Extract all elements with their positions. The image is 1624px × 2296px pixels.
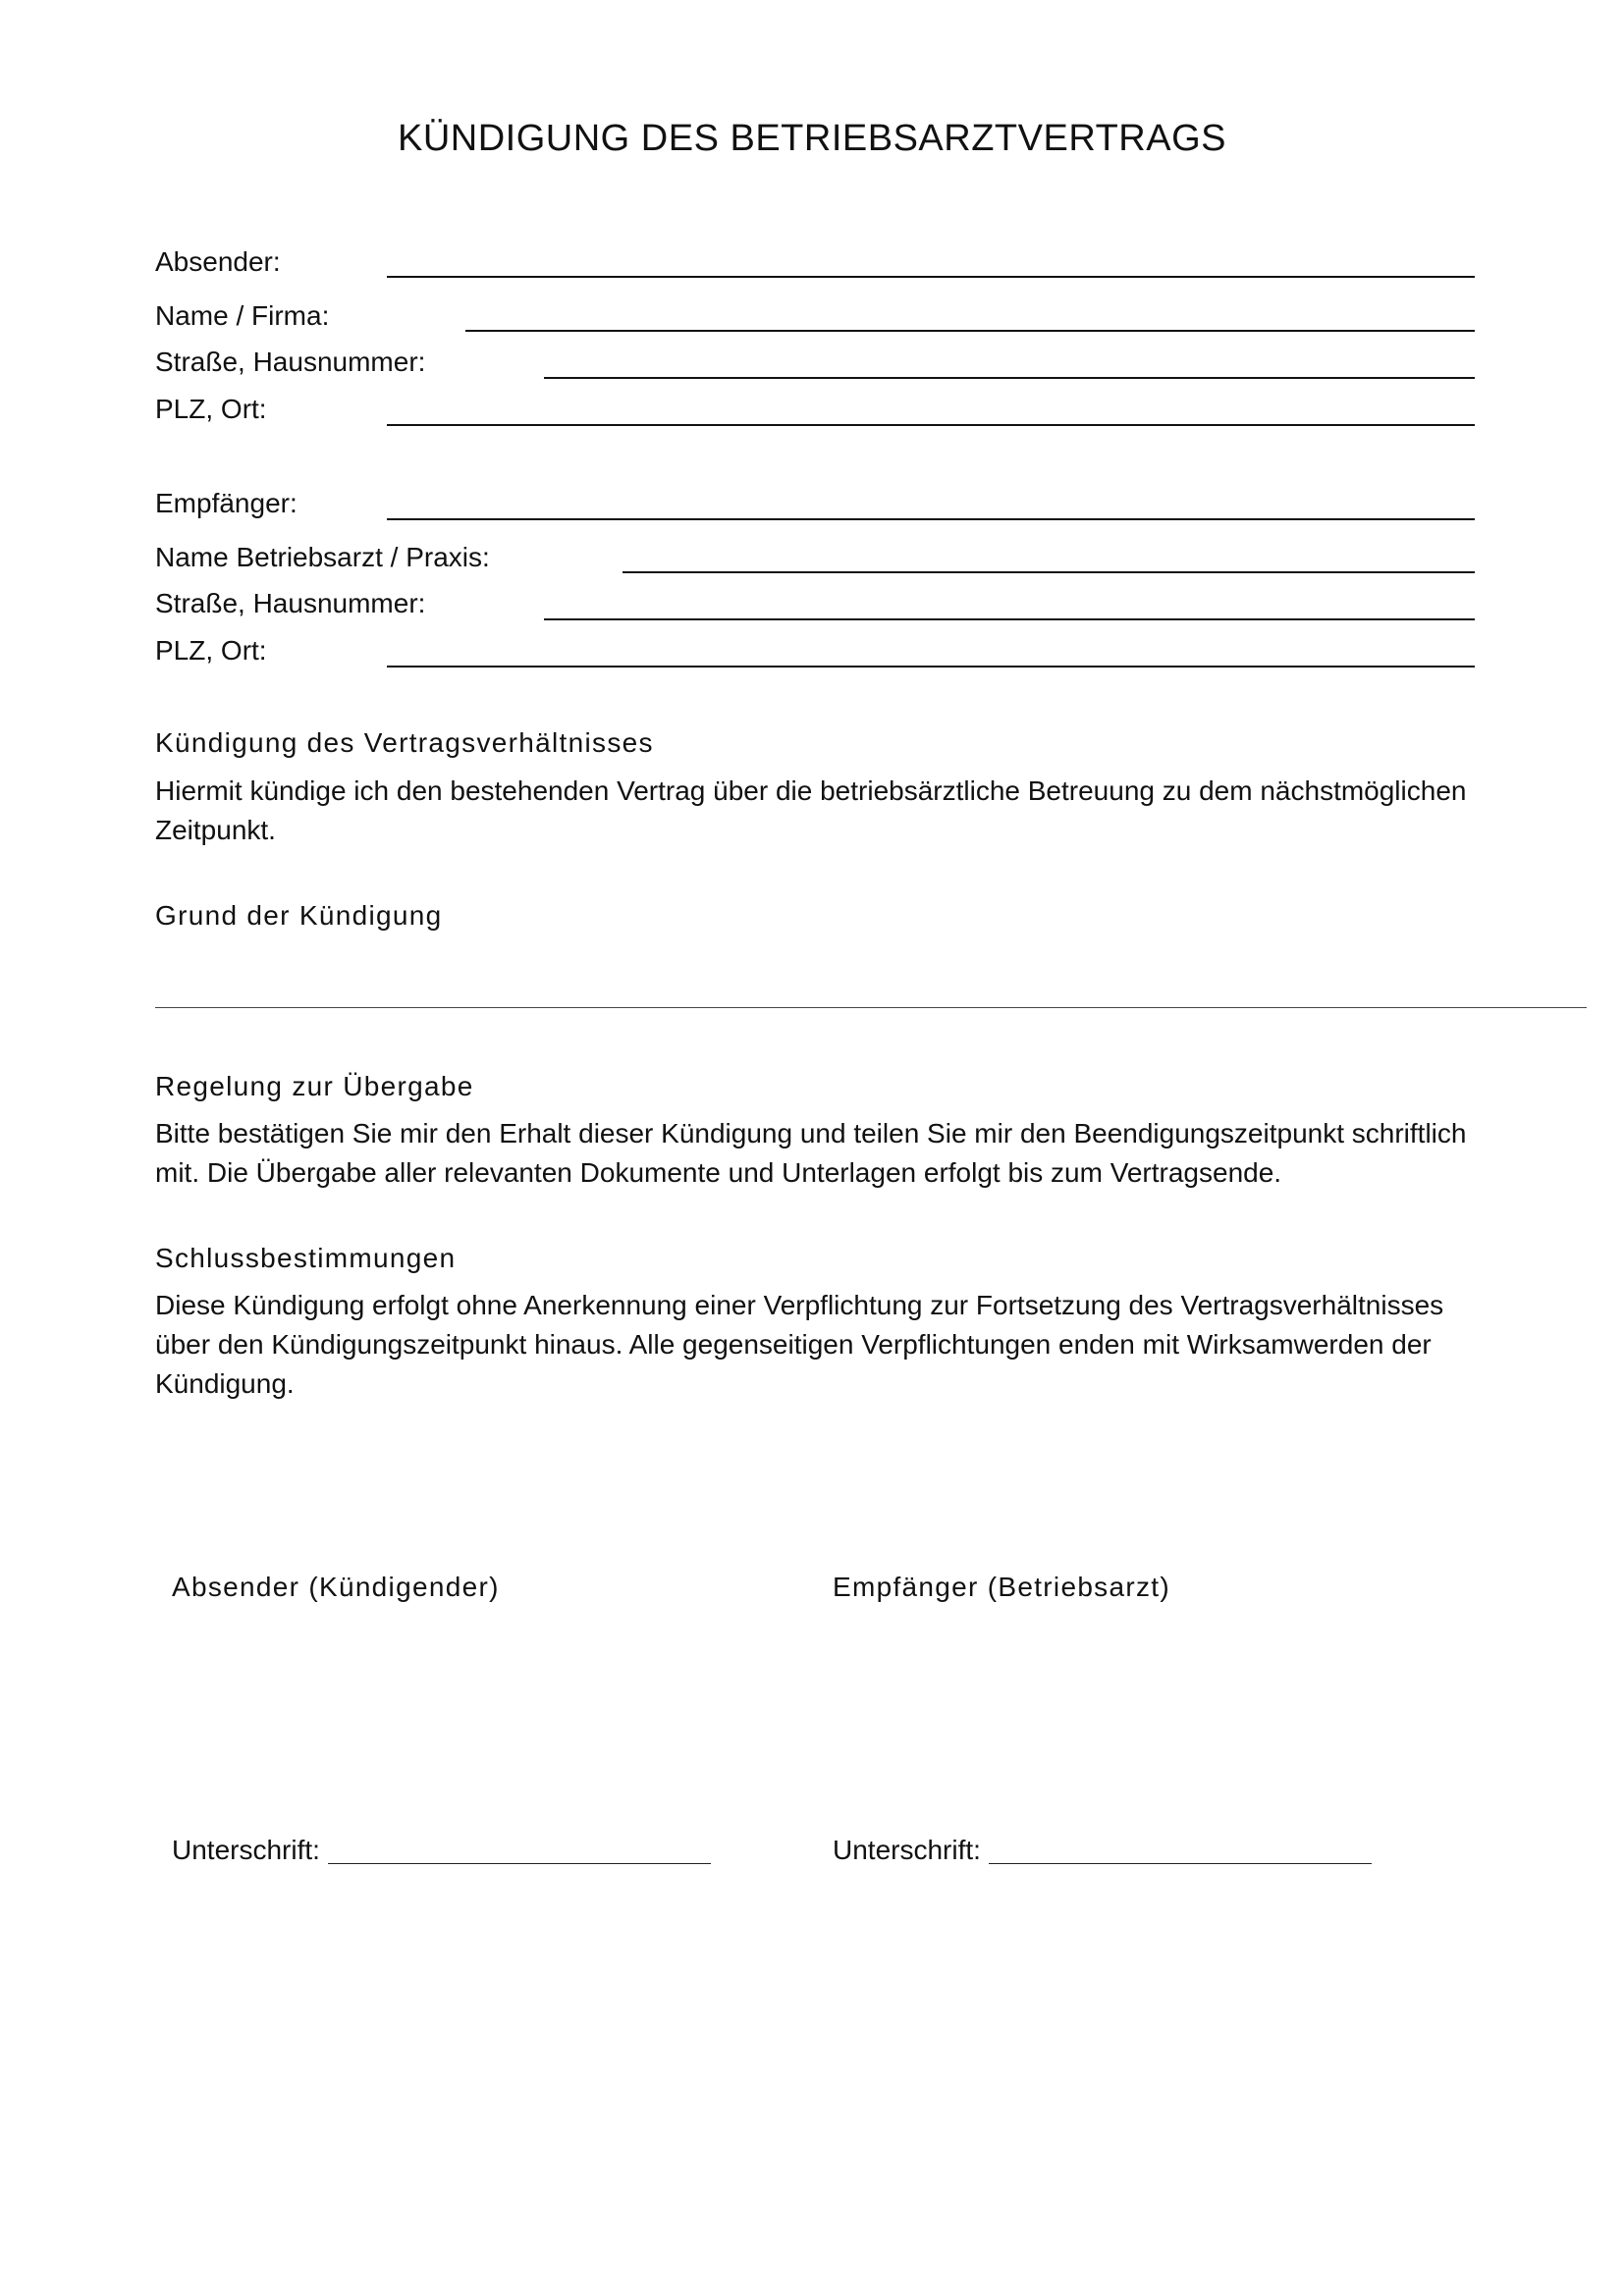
sender-city-field <box>155 393 1475 432</box>
signature-left-label: Absender (Kündigender) <box>172 1572 500 1602</box>
handover-line: mit. Die Übergabe aller relevanten Dokumente und Unterlagen erfolgt bis zum Vertragsende. <box>155 1157 1282 1188</box>
signature-right-line[interactable] <box>989 1863 1372 1864</box>
recipient-street-line[interactable] <box>544 618 1475 620</box>
handover-heading: Regelung zur Übergabe <box>155 1071 474 1101</box>
termination-line: Zeitpunkt. <box>155 815 276 845</box>
sender-name-field <box>155 299 1475 339</box>
final-paragraph <box>155 1286 1490 1404</box>
recipient-name-label: Name Betriebsarzt / Praxis: <box>155 542 490 572</box>
document-title: KÜNDIGUNG DES BETRIEBSARZTVERTRAGS <box>398 118 1226 159</box>
handover-paragraph <box>155 1114 1490 1193</box>
final-line: über den Kündigungszeitpunkt hinaus. Alle gegenseitigen Verpflichtungen enden mit Wirksamwerden der <box>155 1329 1432 1360</box>
recipient-name-field <box>155 541 1475 580</box>
sender-city-line[interactable] <box>387 424 1475 426</box>
handover-line: Bitte bestätigen Sie mir den Erhalt dieser Kündigung und teilen Sie mir den Beendigungszeitpunkt schriftlich <box>155 1118 1467 1148</box>
sender-street-line[interactable] <box>544 377 1475 379</box>
termination-line: Hiermit kündige ich den bestehenden Vertrag über die betriebsärztliche Betreuung zu dem nächstmöglichen <box>155 775 1467 806</box>
final-line: Kündigung. <box>155 1368 295 1399</box>
sender-heading-label: Absender: <box>155 246 281 277</box>
recipient-city-line[interactable] <box>387 666 1475 667</box>
signature-left-line[interactable] <box>328 1863 711 1864</box>
final-line: Diese Kündigung erfolgt ohne Anerkennung einer Verpflichtung zur Fortsetzung des Vertragsverhältnisses <box>155 1290 1444 1320</box>
sender-street-label: Straße, Hausnummer: <box>155 347 426 377</box>
recipient-heading-label: Empfänger: <box>155 488 298 518</box>
signature-left-caption: Unterschrift: <box>172 1835 320 1865</box>
sender-city-label: PLZ, Ort: <box>155 394 267 424</box>
recipient-city-label: PLZ, Ort: <box>155 635 267 666</box>
sender-heading-field <box>155 245 1475 285</box>
recipient-name-line[interactable] <box>623 571 1475 573</box>
recipient-street-label: Straße, Hausnummer: <box>155 588 426 618</box>
recipient-street-field <box>155 587 1475 626</box>
reason-input-line[interactable] <box>155 1007 1587 1008</box>
recipient-heading-field <box>155 487 1475 526</box>
final-heading: Schlussbestimmungen <box>155 1243 457 1273</box>
reason-heading: Grund der Kündigung <box>155 900 443 931</box>
recipient-heading-line[interactable] <box>387 518 1475 520</box>
sender-heading-line[interactable] <box>387 276 1475 278</box>
signature-right-label: Empfänger (Betriebsarzt) <box>833 1572 1170 1602</box>
sender-street-field <box>155 346 1475 385</box>
termination-heading: Kündigung des Vertragsverhältnisses <box>155 727 654 758</box>
sender-name-label: Name / Firma: <box>155 300 330 331</box>
sender-name-line[interactable] <box>465 330 1475 332</box>
signature-right-caption: Unterschrift: <box>833 1835 981 1865</box>
recipient-city-field <box>155 634 1475 673</box>
termination-paragraph <box>155 772 1490 850</box>
